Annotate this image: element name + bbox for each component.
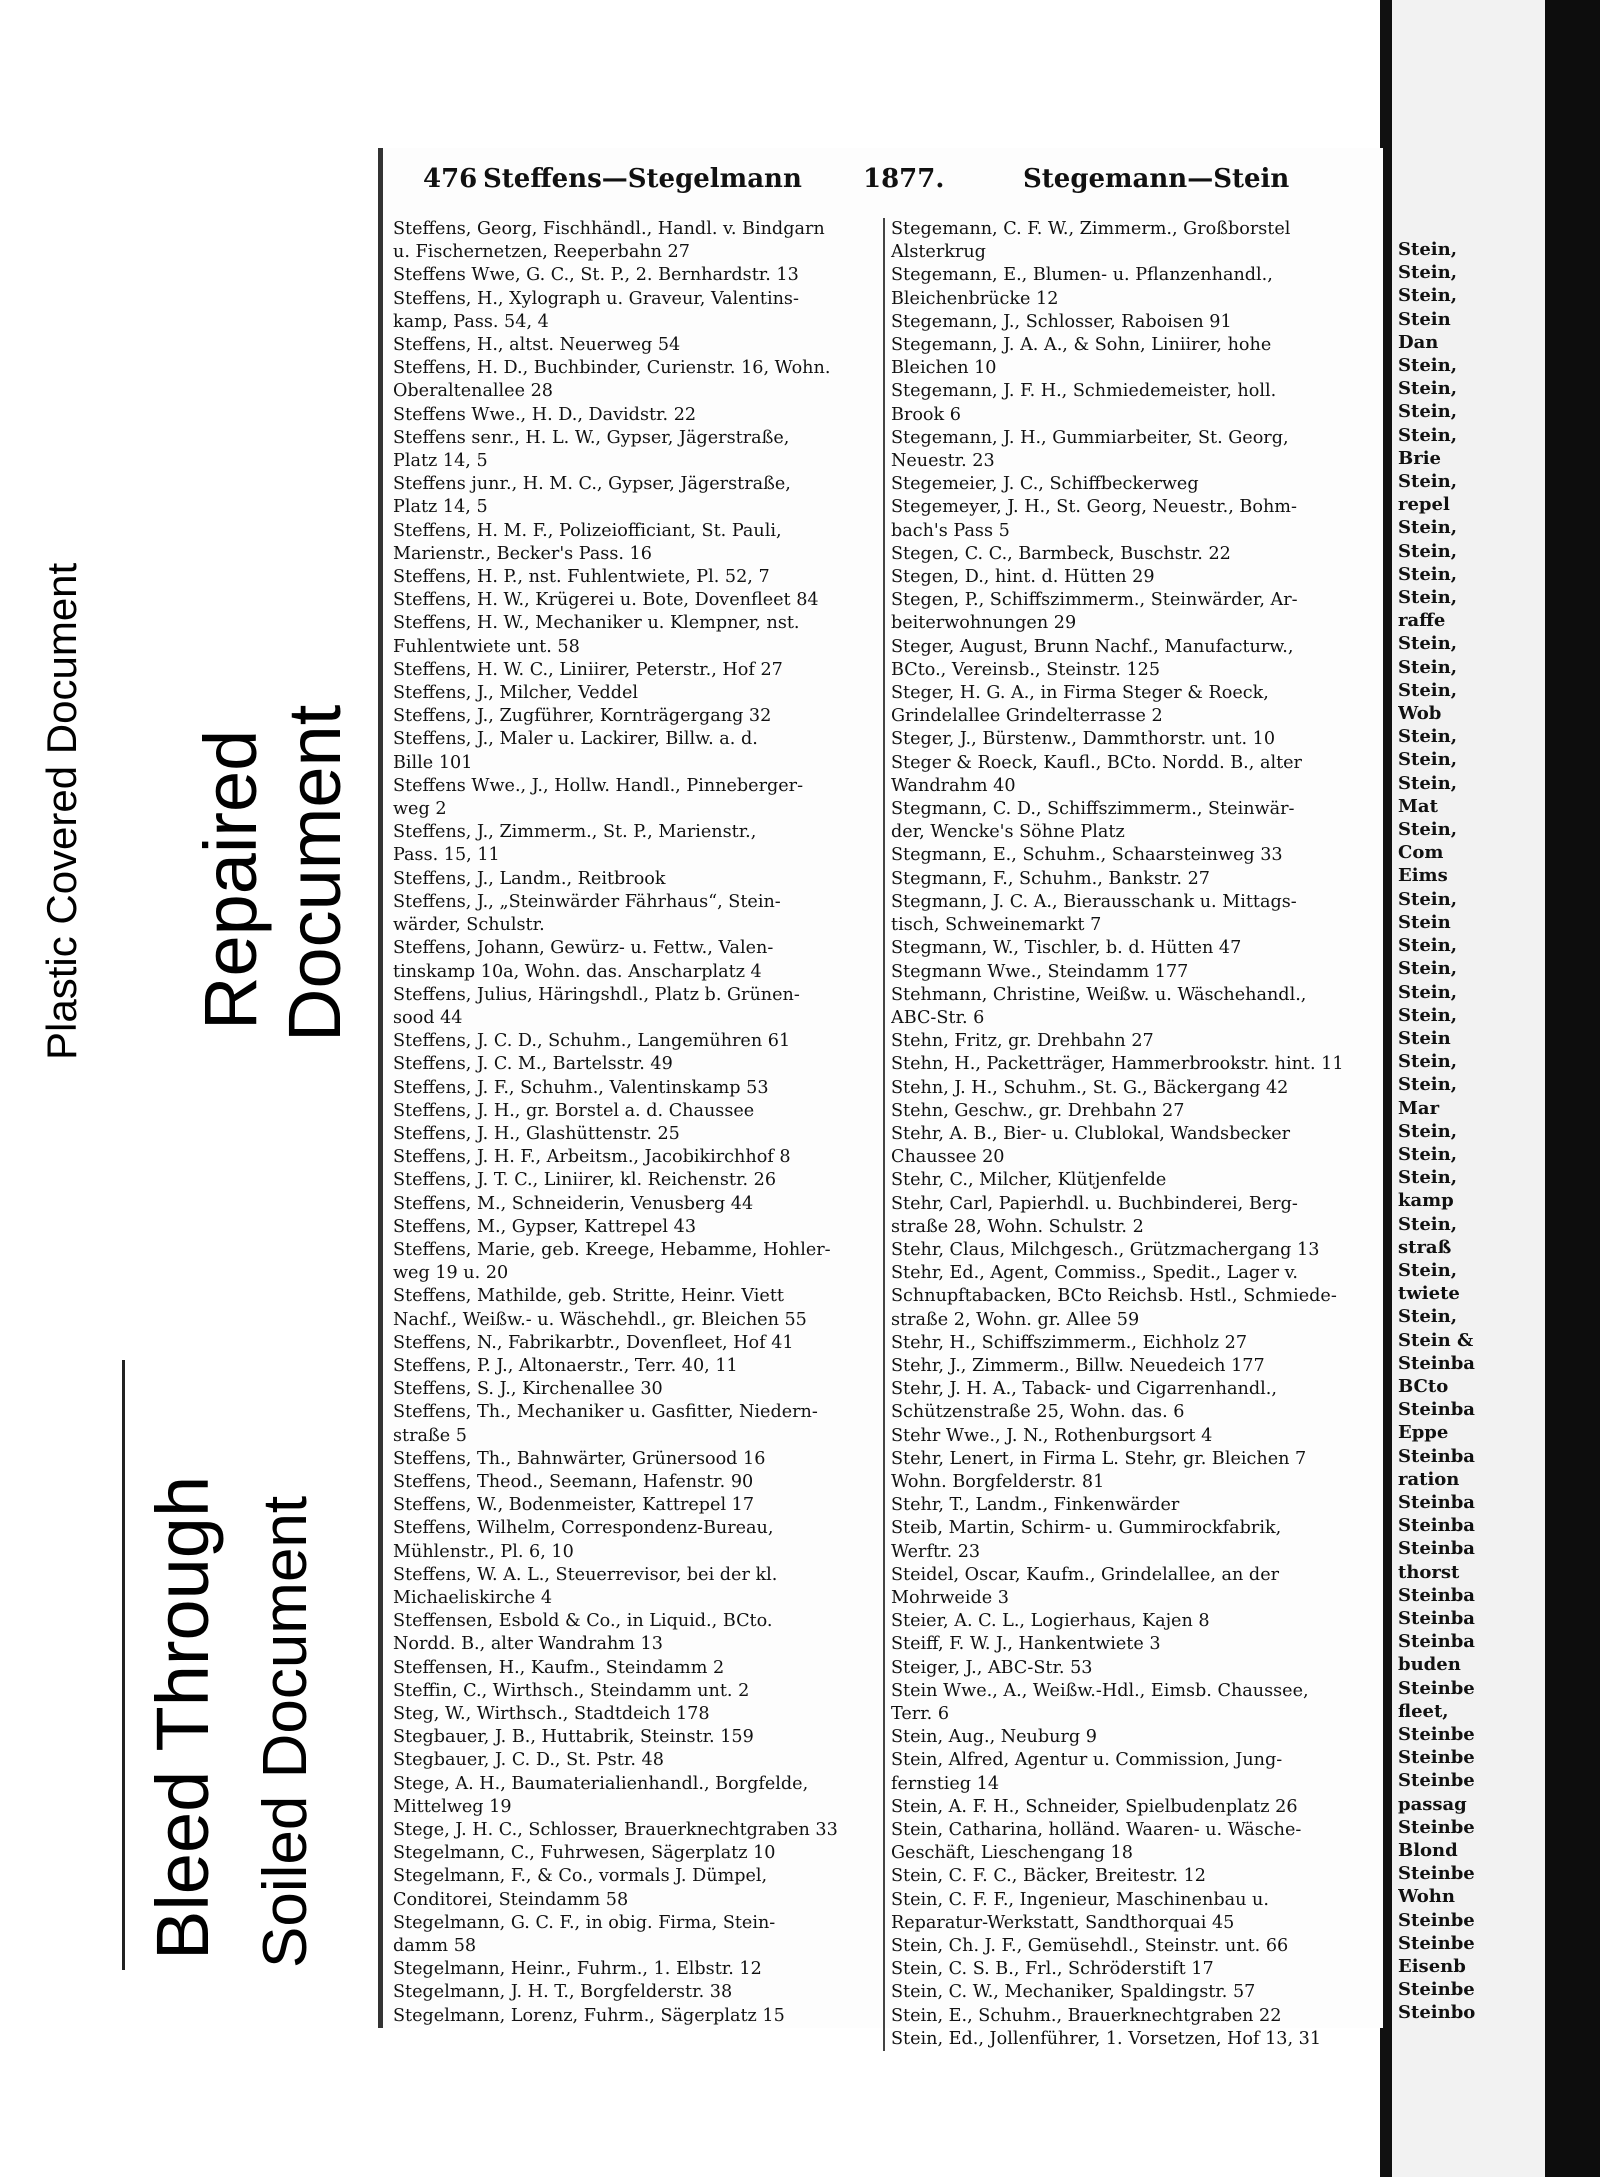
edge-fragment: Steinbo bbox=[1398, 2002, 1476, 2024]
edge-fragment: Stein, bbox=[1398, 378, 1457, 400]
edge-fragment: Stein, bbox=[1398, 1213, 1457, 1235]
directory-entry-line: Stehr, J. H. A., Taback- und Cigarrenhandl., bbox=[891, 1379, 1277, 1400]
directory-entry-line: Steffens, H. P., nst. Fuhlentwiete, Pl. 52, 7 bbox=[393, 567, 770, 588]
directory-entry-line: Stein, Aug., Neuburg 9 bbox=[891, 1727, 1097, 1748]
directory-entry-line: Wandrahm 40 bbox=[891, 775, 1016, 796]
directory-entry-line: Stegelmann, Heinr., Fuhrm., 1. Elbstr. 12 bbox=[393, 1959, 762, 1980]
repaired-label-line1: Repaired bbox=[189, 729, 272, 1030]
directory-entry-line: Brook 6 bbox=[891, 404, 961, 425]
directory-entry-line: Stegmann, F., Schuhm., Bankstr. 27 bbox=[891, 868, 1210, 889]
edge-fragment: Steinbe bbox=[1398, 1747, 1475, 1769]
directory-entry-line: Steffens senr., H. L. W., Gypser, Jägerstraße, bbox=[393, 427, 790, 448]
edge-fragment: Stein, bbox=[1398, 1306, 1457, 1328]
directory-entry-line: Stehn, H., Packetträger, Hammerbrookstr. hint. 11 bbox=[891, 1054, 1344, 1075]
directory-entry-line: Stein, C. W., Mechaniker, Spaldingstr. 57 bbox=[891, 1982, 1256, 2003]
edge-fragment: Steinbe bbox=[1398, 1979, 1475, 2001]
directory-entry-line: Stegelmann, J. H. T., Borgfelderstr. 38 bbox=[393, 1982, 733, 2003]
edge-fragment: Steinba bbox=[1398, 1352, 1475, 1374]
directory-entry-line: Steffens, Th., Mechaniker u. Gasfitter, Niedern- bbox=[393, 1402, 818, 1423]
edge-fragment: Stein, bbox=[1398, 517, 1457, 539]
directory-entry-line: Steffens, H. M. F., Polizeiofficiant, St. Pauli, bbox=[393, 520, 782, 541]
directory-entry-line: Steffin, C., Wirthsch., Steindamm unt. 2 bbox=[393, 1680, 750, 1701]
page-header bbox=[423, 160, 1353, 204]
directory-entry-line: Stehr, A. B., Bier- u. Clublokal, Wandsbecker bbox=[891, 1123, 1291, 1144]
edge-fragment: Stein & bbox=[1398, 1329, 1474, 1351]
edge-fragment: BCto bbox=[1398, 1375, 1449, 1397]
directory-entry-line: Stegemeier, J. C., Schiffbeckerweg bbox=[891, 474, 1199, 495]
directory-entry-line: Stegelmann, C., Fuhrwesen, Sägerplatz 10 bbox=[393, 1843, 776, 1864]
directory-entry-line: Steger, J., Bürstenw., Dammthorstr. unt. 10 bbox=[891, 729, 1276, 750]
directory-entry-line: Stegbauer, J. B., Huttabrik, Steinstr. 159 bbox=[393, 1727, 754, 1748]
directory-entry-line: kamp, Pass. 54, 4 bbox=[393, 311, 549, 332]
directory-entry-line: Steffens, J. H., Glashüttenstr. 25 bbox=[393, 1123, 680, 1144]
directory-entry-line: Stehr, C., Milcher, Klütjenfelde bbox=[891, 1170, 1167, 1191]
page-number: 476 bbox=[423, 164, 478, 194]
edge-fragment: raffe bbox=[1398, 610, 1446, 632]
directory-entry-line: Steffens Wwe., J., Hollw. Handl., Pinneberger- bbox=[393, 775, 804, 796]
edge-fragment: Stein, bbox=[1398, 935, 1457, 957]
directory-entry-line: Stegmann Wwe., Steindamm 177 bbox=[891, 961, 1189, 982]
directory-entry-line: Stehr Wwe., J. N., Rothenburgsort 4 bbox=[891, 1425, 1213, 1446]
directory-entry-line: Alsterkrug bbox=[891, 242, 986, 263]
directory-entry-line: Stehn, Fritz, gr. Drehbahn 27 bbox=[891, 1031, 1154, 1052]
directory-entry-line: damm 58 bbox=[393, 1936, 477, 1957]
directory-entry-line: beiterwohnungen 29 bbox=[891, 613, 1077, 634]
directory-entry-line: Steffens, Mathilde, geb. Stritte, Heinr. Viett bbox=[393, 1286, 784, 1307]
directory-entry-line: Oberaltenallee 28 bbox=[393, 381, 553, 402]
edge-fragment: Stein, bbox=[1398, 262, 1457, 284]
directory-entry-line: Terr. 6 bbox=[891, 1704, 950, 1724]
directory-entry-line: Werftr. 23 bbox=[891, 1541, 981, 1562]
edge-fragment: Stein, bbox=[1398, 633, 1457, 655]
edge-fragment: Stein, bbox=[1398, 772, 1457, 794]
directory-entry-line: Steffens Wwe, G. C., St. P., 2. Bernhardstr. 13 bbox=[393, 265, 799, 286]
directory-entry-line: Nordd. B., alter Wandrahm 13 bbox=[393, 1634, 663, 1655]
directory-entry-line: Stegemann, J. F. H., Schmiedemeister, holl. bbox=[891, 381, 1277, 402]
edge-fragment: Stein, bbox=[1398, 424, 1457, 446]
directory-entry-line: Schnupftabacken, BCto Reichsb. Hstl., Schmiede- bbox=[891, 1286, 1337, 1307]
repaired-label-line2: Document bbox=[273, 704, 356, 1042]
directory-entry-line: straße 2, Wohn. gr. Allee 59 bbox=[891, 1309, 1140, 1330]
directory-entry-line: Steffens, P. J., Altonaerstr., Terr. 40, 11 bbox=[393, 1355, 738, 1376]
directory-entry-line: Stehmann, Christine, Weißw. u. Wäschehandl., bbox=[891, 984, 1307, 1005]
directory-entry-line: Steger, August, Brunn Nachf., Manufacturw., bbox=[891, 636, 1294, 657]
directory-entry-line: Stegemann, J., Schlosser, Raboisen 91 bbox=[891, 311, 1232, 332]
outer-dark-band bbox=[1545, 0, 1600, 2177]
directory-entry-line: Steffens, M., Gypser, Kattrepel 43 bbox=[393, 1216, 697, 1237]
edge-fragment: Stein, bbox=[1398, 679, 1457, 701]
edge-fragment: Eppe bbox=[1398, 1422, 1449, 1444]
directory-entry-line: Steffens, Julius, Häringshdl., Platz b. Grünen- bbox=[393, 984, 800, 1005]
directory-entry-line: Stegemeyer, J. H., St. Georg, Neuestr., Bohm- bbox=[891, 497, 1297, 518]
directory-entry-line: Steffens, J., Milcher, Veddel bbox=[393, 683, 639, 704]
directory-entry-line: Wohn. Borgfelderstr. 81 bbox=[891, 1471, 1105, 1492]
edge-fragment: Steinbe bbox=[1398, 1909, 1475, 1931]
directory-entry-line: Stein, C. F. C., Bäcker, Breitestr. 12 bbox=[891, 1866, 1206, 1887]
edge-fragment: Eims bbox=[1398, 865, 1448, 887]
directory-entry-line: Stege, A. H., Baumaterialienhandl., Borgfelde, bbox=[393, 1773, 809, 1794]
directory-entry-line: weg 19 u. 20 bbox=[393, 1263, 509, 1284]
edge-fragment: Stein, bbox=[1398, 1074, 1457, 1096]
directory-entry-line: Steffens, H. W., Krügerei u. Bote, Dovenfleet 84 bbox=[393, 590, 819, 611]
right-column bbox=[883, 218, 1381, 2051]
directory-entry-line: Stein, A. F. H., Schneider, Spielbudenplatz 26 bbox=[891, 1796, 1298, 1817]
directory-entry-line: Steffens, W., Bodenmeister, Kattrepel 17 bbox=[393, 1495, 755, 1516]
directory-entry-line: Bleichen 10 bbox=[891, 358, 997, 379]
directory-entry-line: Stehr, T., Landm., Finkenwärder bbox=[891, 1495, 1180, 1516]
directory-entry-line: Steffens, J. H., gr. Borstel a. d. Chaussee bbox=[393, 1100, 755, 1121]
directory-entry-line: Stein, C. S. B., Frl., Schröderstift 17 bbox=[891, 1959, 1214, 1980]
edge-fragment: fleet, bbox=[1398, 1700, 1449, 1722]
directory-entry-line: Stehr, Claus, Milchgesch., Grützmachergang 13 bbox=[891, 1239, 1320, 1260]
directory-entry-line: Steffens, Georg, Fischhändl., Handl. v. Bindgarn bbox=[393, 219, 825, 239]
edge-fragment: repel bbox=[1398, 494, 1450, 516]
directory-entry-line: Stein, E., Schuhm., Brauerknechtgraben 22 bbox=[891, 2005, 1282, 2026]
directory-entry-line: Stein, Alfred, Agentur u. Commission, Jung- bbox=[891, 1750, 1283, 1771]
edge-fragment: Steinbe bbox=[1398, 1932, 1475, 1954]
edge-fragment: Stein bbox=[1398, 308, 1451, 330]
directory-entry-line: Stegmann, W., Tischler, b. d. Hütten 47 bbox=[891, 938, 1242, 959]
edge-fragment: Stein, bbox=[1398, 1120, 1457, 1142]
directory-entry-line: Steffens, N., Fabrikarbtr., Dovenfleet, Hof 41 bbox=[393, 1332, 794, 1353]
directory-entry-line: tisch, Schweinemarkt 7 bbox=[891, 915, 1102, 936]
directory-entry-line: Stein, Ed., Jollenführer, 1. Vorsetzen, Hof 13, 31 bbox=[891, 2028, 1322, 2049]
directory-entry-line: Stein, C. F. F., Ingenieur, Maschinenbau u. bbox=[891, 1889, 1269, 1910]
edge-fragment: Stein, bbox=[1398, 819, 1457, 841]
edge-fragment: Steinba bbox=[1398, 1491, 1475, 1513]
directory-entry-line: Steffens, Johann, Gewürz- u. Fettw., Valen- bbox=[393, 938, 774, 959]
directory-entry-line: Steffens Wwe., H. D., Davidstr. 22 bbox=[393, 404, 697, 425]
edge-fragment: passag bbox=[1398, 1793, 1467, 1815]
edge-fragment: Steinba bbox=[1398, 1607, 1475, 1629]
directory-entry-line: Steger & Roeck, Kaufl., BCto. Nordd. B., alter bbox=[891, 752, 1302, 773]
edge-fragment: Stein, bbox=[1398, 587, 1457, 609]
directory-entry-line: Stehr, H., Schiffszimmerm., Eichholz 27 bbox=[891, 1332, 1248, 1353]
directory-entry-line: Steffens, J., Zugführer, Kornträgergang 32 bbox=[393, 706, 772, 727]
directory-entry-line: Reparatur-Werkstatt, Sandthorquai 45 bbox=[891, 1912, 1235, 1933]
edge-fragment: Stein, bbox=[1398, 888, 1457, 910]
directory-entry-line: Geschäft, Lieschengang 18 bbox=[891, 1843, 1133, 1864]
directory-entry-line: weg 2 bbox=[393, 799, 447, 820]
directory-entry-line: Steffens, J. F., Schuhm., Valentinskamp 53 bbox=[393, 1077, 769, 1098]
edge-fragment: Steinba bbox=[1398, 1538, 1475, 1560]
directory-entry-line: Steiff, F. W. J., Hankentwiete 3 bbox=[891, 1634, 1161, 1655]
edge-fragment: Stein bbox=[1398, 1027, 1451, 1049]
year-heading: 1877. bbox=[863, 164, 945, 194]
edge-fragment: Stein, bbox=[1398, 401, 1457, 423]
edge-fragment: twiete bbox=[1398, 1283, 1460, 1305]
directory-entry-line: Mittelweg 19 bbox=[393, 1796, 512, 1817]
directory-entry-line: Steffens, H. D., Buchbinder, Curienstr. 16, Wohn. bbox=[393, 358, 831, 379]
directory-entry-line: Mohrweide 3 bbox=[891, 1587, 1009, 1608]
directory-entry-line: Steffens, J. H. F., Arbeitsm., Jacobikirchhof 8 bbox=[393, 1147, 791, 1168]
directory-entry-line: Steffens, J., Zimmerm., St. P., Marienstr., bbox=[393, 822, 757, 843]
edge-fragment: Stein bbox=[1398, 911, 1451, 933]
directory-entry-line: Steffensen, Esbold & Co., in Liquid., BCto. bbox=[393, 1611, 773, 1632]
directory-entry-line: Steffens, Th., Bahnwärter, Grünersood 16 bbox=[393, 1448, 766, 1469]
edge-fragment: Steinbe bbox=[1398, 1677, 1475, 1699]
directory-entry-line: Platz 14, 5 bbox=[393, 451, 488, 472]
directory-entry-line: Steffens, H. W., Mechaniker u. Klempner, nst. bbox=[393, 613, 800, 634]
directory-entry-line: Steffens, J., Landm., Reitbrook bbox=[393, 868, 666, 889]
edge-fragment: Stein, bbox=[1398, 563, 1457, 585]
directory-entry-line: Nachf., Weißw.- u. Wäschehdl., gr. Bleichen 55 bbox=[393, 1309, 807, 1330]
directory-entry-line: Steffens, H., Xylograph u. Graveur, Valentins- bbox=[393, 288, 799, 309]
directory-entry-line: Steffens, J., „Steinwärder Fährhaus“, Stein- bbox=[393, 891, 781, 912]
edge-fragment: Steinba bbox=[1398, 1399, 1475, 1421]
directory-entry-line: bach's Pass 5 bbox=[891, 520, 1010, 541]
edge-fragment: Stein, bbox=[1398, 471, 1457, 493]
edge-fragment: Stein, bbox=[1398, 1143, 1457, 1165]
directory-entry-line: Steffens, M., Schneiderin, Venusberg 44 bbox=[393, 1193, 754, 1214]
edge-fragment: thorst bbox=[1398, 1561, 1460, 1583]
directory-entry-line: Steg, W., Wirthsch., Stadtdeich 178 bbox=[393, 1704, 710, 1724]
directory-entry-line: Steffens, H. W. C., Liniirer, Peterstr., Hof 27 bbox=[393, 659, 783, 680]
edge-fragment: Stein, bbox=[1398, 1167, 1457, 1189]
directory-entry-line: Stegelmann, G. C. F., in obig. Firma, Stein- bbox=[393, 1912, 776, 1933]
directory-entry-line: Stegmann, J. C. A., Bierausschank u. Mittags- bbox=[891, 891, 1297, 912]
edge-fragment: Steinbe bbox=[1398, 1863, 1475, 1885]
directory-entry-line: Stein, Catharina, holländ. Waaren- u. Wäsche- bbox=[891, 1820, 1302, 1841]
directory-entry-line: Stegmann, C. D., Schiffszimmerm., Steinwär- bbox=[891, 799, 1295, 820]
edge-fragment: Eisenb bbox=[1398, 1956, 1466, 1978]
edge-fragment: Steinba bbox=[1398, 1445, 1475, 1467]
edge-fragment: Stein, bbox=[1398, 285, 1457, 307]
directory-entry-line: Stegelmann, F., & Co., vormals J. Dümpel, bbox=[393, 1866, 768, 1887]
left-column bbox=[393, 218, 873, 2028]
directory-entry-line: Mühlenstr., Pl. 6, 10 bbox=[393, 1541, 574, 1562]
directory-entry-line: Steffens junr., H. M. C., Gypser, Jägerstraße, bbox=[393, 474, 791, 495]
directory-entry-line: Steffens, Wilhelm, Correspondenz-Bureau, bbox=[393, 1518, 774, 1539]
directory-entry-line: sood 44 bbox=[393, 1007, 463, 1028]
edge-fragment: Steinba bbox=[1398, 1584, 1475, 1606]
directory-entry-line: Stegemann, E., Blumen- u. Pflanzenhandl., bbox=[891, 265, 1273, 286]
directory-entry-line: Platz 14, 5 bbox=[393, 497, 488, 518]
left-range-heading: Steffens—Stegelmann bbox=[483, 164, 802, 194]
directory-entry-line: tinskamp 10a, Wohn. das. Anscharplatz 4 bbox=[393, 961, 762, 982]
directory-entry-line: Neuestr. 23 bbox=[891, 451, 995, 472]
soiled-document-label: Soiled Document bbox=[251, 1495, 320, 1968]
edge-fragment: Steinbe bbox=[1398, 1816, 1475, 1838]
directory-entry-line: Marienstr., Becker's Pass. 16 bbox=[393, 543, 652, 564]
directory-entry-line: Stehr, Lenert, in Firma L. Stehr, gr. Bleichen 7 bbox=[891, 1448, 1307, 1469]
edge-fragment: Steinba bbox=[1398, 1515, 1475, 1537]
directory-entry-line: Stehr, Carl, Papierhdl. u. Buchbinderei, Berg- bbox=[891, 1193, 1298, 1214]
edge-fragment: Stein, bbox=[1398, 1004, 1457, 1026]
directory-entry-line: Stehn, Geschw., gr. Drehbahn 27 bbox=[891, 1100, 1185, 1121]
directory-entry-line: Pass. 15, 11 bbox=[393, 845, 500, 866]
directory-entry-line: Stegemann, J. A. A., & Sohn, Liniirer, hohe bbox=[891, 335, 1272, 356]
directory-entry-line: Stehr, J., Zimmerm., Billw. Neuedeich 177 bbox=[891, 1355, 1265, 1376]
directory-entry-line: Michaeliskirche 4 bbox=[393, 1587, 553, 1608]
edge-fragment: Stein, bbox=[1398, 656, 1457, 678]
directory-entry-line: Steffens, W. A. L., Steuerrevisor, bei der kl. bbox=[393, 1564, 778, 1585]
directory-entry-line: Steffens, H., altst. Neuerweg 54 bbox=[393, 335, 681, 356]
directory-entry-line: Bleichenbrücke 12 bbox=[891, 288, 1059, 309]
plastic-covered-label: Plastic Covered Document bbox=[38, 562, 85, 1060]
edge-fragment: Stein, bbox=[1398, 981, 1457, 1003]
directory-entry-line: Steiger, J., ABC-Str. 53 bbox=[891, 1657, 1093, 1678]
directory-entry-line: u. Fischernetzen, Reeperbahn 27 bbox=[393, 242, 690, 263]
directory-entry-line: Stegen, D., hint. d. Hütten 29 bbox=[891, 567, 1155, 588]
directory-entry-line: Stein Wwe., A., Weißw.-Hdl., Eimsb. Chaussee, bbox=[891, 1680, 1309, 1701]
edge-fragment: Stein, bbox=[1398, 355, 1457, 377]
directory-entry-line: Bille 101 bbox=[393, 752, 473, 773]
edge-fragment: Steinba bbox=[1398, 1631, 1475, 1653]
edge-fragment: Stein, bbox=[1398, 726, 1457, 748]
directory-entry-line: Steffens, S. J., Kirchenallee 30 bbox=[393, 1379, 663, 1400]
directory-entry-line: Stehr, Ed., Agent, Commiss., Spedit., Lager v. bbox=[891, 1263, 1299, 1284]
directory-entry-line: Grindelallee Grindelterrasse 2 bbox=[891, 706, 1163, 727]
directory-entry-line: Stein, Ch. J. F., Gemüsehdl., Steinstr. unt. 66 bbox=[891, 1936, 1289, 1957]
directory-entry-line: ABC-Str. 6 bbox=[891, 1007, 985, 1028]
directory-entry-line: Steier, A. C. L., Logierhaus, Kajen 8 bbox=[891, 1611, 1210, 1632]
directory-entry-line: Stegemann, C. F. W., Zimmerm., Großborstel bbox=[891, 219, 1291, 239]
edge-fragment: Blond bbox=[1398, 1840, 1458, 1862]
directory-entry-line: Fuhlentwiete unt. 58 bbox=[393, 636, 580, 657]
directory-entry-line: Stege, J. H. C., Schlosser, Brauerknechtgraben 33 bbox=[393, 1820, 838, 1841]
edge-fragment: Stein, bbox=[1398, 958, 1457, 980]
directory-entry-line: Stegbauer, J. C. D., St. Pstr. 48 bbox=[393, 1750, 664, 1771]
edge-fragment: straß bbox=[1398, 1236, 1452, 1258]
edge-fragment: Stein, bbox=[1398, 239, 1457, 260]
edge-fragment: Stein, bbox=[1398, 1259, 1457, 1281]
right-range-heading: Stegemann—Stein bbox=[1023, 164, 1290, 194]
directory-entry-line: Stegemann, J. H., Gummiarbeiter, St. Georg, bbox=[891, 427, 1289, 448]
edge-fragment: ration bbox=[1398, 1468, 1460, 1490]
edge-fragment: Stein, bbox=[1398, 540, 1457, 562]
edge-fragment: Dan bbox=[1398, 331, 1439, 353]
directory-entry-line: Steffensen, H., Kaufm., Steindamm 2 bbox=[393, 1657, 725, 1678]
directory-entry-line: wärder, Schulstr. bbox=[393, 915, 545, 936]
directory-entry-line: Steidel, Oscar, Kaufm., Grindelallee, an der bbox=[891, 1564, 1280, 1585]
directory-entry-line: Steger, H. G. A., in Firma Steger & Roeck, bbox=[891, 683, 1269, 704]
directory-entry-line: Schützenstraße 25, Wohn. das. 6 bbox=[891, 1402, 1185, 1423]
edge-fragment: Stein, bbox=[1398, 749, 1457, 771]
edge-fragment: Brie bbox=[1398, 447, 1441, 469]
directory-entry-line: Steffens, J. C. M., Bartelsstr. 49 bbox=[393, 1054, 673, 1075]
directory-entry-line: Stegen, P., Schiffszimmerm., Steinwärder, Ar- bbox=[891, 590, 1298, 611]
directory-entry-line: Stegen, C. C., Barmbeck, Buschstr. 22 bbox=[891, 543, 1231, 564]
directory-entry-line: Steffens, J., Maler u. Lackirer, Billw. a. d. bbox=[393, 729, 758, 750]
directory-entry-line: Stegelmann, Lorenz, Fuhrm., Sägerplatz 15 bbox=[393, 2005, 785, 2026]
directory-entry-line: straße 5 bbox=[393, 1425, 467, 1446]
directory-entry-line: Conditorei, Steindamm 58 bbox=[393, 1889, 629, 1910]
edge-fragment: Steinbe bbox=[1398, 1724, 1475, 1745]
directory-entry-line: Stehn, J. H., Schuhm., St. G., Bäckergang 42 bbox=[891, 1077, 1289, 1098]
directory-entry-line: Steffens, J. T. C., Liniirer, kl. Reichenstr. 26 bbox=[393, 1170, 777, 1191]
directory-entry-line: Steib, Martin, Schirm- u. Gummirockfabrik, bbox=[891, 1518, 1282, 1539]
directory-entry-line: BCto., Vereinsb., Steinstr. 125 bbox=[891, 659, 1161, 680]
directory-entry-line: der, Wencke's Söhne Platz bbox=[891, 822, 1125, 843]
directory-page bbox=[378, 148, 1383, 2049]
bleed-through-label: Bleed Through bbox=[141, 1475, 224, 1960]
edge-fragment: buden bbox=[1398, 1654, 1461, 1676]
edge-fragment: Wob bbox=[1398, 703, 1442, 725]
edge-fragment: kamp bbox=[1398, 1190, 1454, 1212]
edge-fragment: Mar bbox=[1398, 1097, 1440, 1119]
edge-fragment: Mat bbox=[1398, 795, 1438, 817]
edge-fragment: Stein, bbox=[1398, 1051, 1457, 1073]
edge-fragment: Com bbox=[1398, 842, 1444, 864]
next-page-edge-column bbox=[1398, 238, 1548, 2025]
edge-fragment: Steinbe bbox=[1398, 1770, 1475, 1792]
directory-entry-line: straße 28, Wohn. Schulstr. 2 bbox=[891, 1216, 1144, 1237]
directory-entry-line: Steffens, J. C. D., Schuhm., Langemühren 61 bbox=[393, 1031, 791, 1052]
directory-entry-line: Steffens, Marie, geb. Kreege, Hebamme, Hohler- bbox=[393, 1239, 831, 1260]
directory-entry-line: fernstieg 14 bbox=[891, 1773, 1000, 1794]
directory-entry-line: Steffens, Theod., Seemann, Hafenstr. 90 bbox=[393, 1471, 754, 1492]
edge-fragment: Wohn bbox=[1398, 1886, 1455, 1908]
directory-entry-line: Stegmann, E., Schuhm., Schaarsteinweg 33 bbox=[891, 845, 1283, 866]
directory-entry-line: Chaussee 20 bbox=[891, 1147, 1005, 1168]
